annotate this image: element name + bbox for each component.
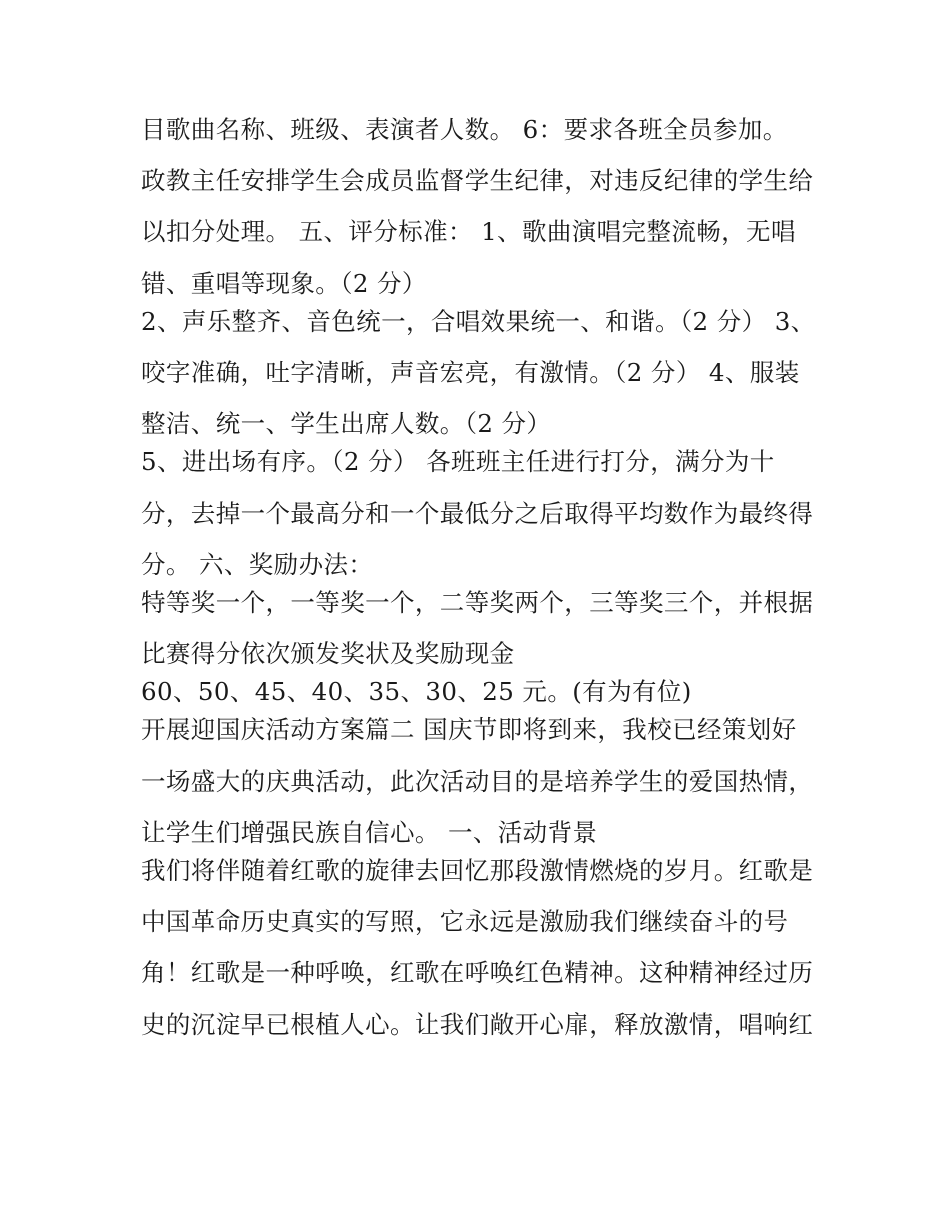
text-line: 2、声乐整齐、音色统一，合唱效果统一、和谐。（2 分） 3、 [141,306,816,336]
text-line: 整洁、统一、学生出席人数。（2 分） [141,409,552,439]
text-line: 开展迎国庆活动方案篇二 国庆节即将到来，我校已经策划好 [141,715,797,745]
text-line: 我们将伴随着红歌的旋律去回忆那段激情燃烧的岁月。红歌是 [141,856,814,885]
text-line: 分。 六、奖励办法： [141,549,374,579]
text-line: 咬字准确，吐字清晰，声音宏亮，有激情。（2 分） 4、服装 [141,357,800,387]
text-line: 史的沉淀早已根植人心。让我们敞开心扉，释放激情，唱响红 [141,1009,814,1039]
text-line: 以扣分处理。 五、评分标准： 1、歌曲演唱完整流畅，无唱 [141,217,796,247]
text-line: 60、50、45、40、35、30、25 元。(有为有位) [141,677,692,707]
text-line: 目歌曲名称、班级、表演者人数。 6：要求各班全员参加。 [141,115,788,144]
text-line: 一场盛大的庆典活动，此次活动目的是培养学生的爱国热情， [141,766,814,796]
document-body [141,108,831,1041]
text-line: 错、重唱等现象。（2 分） [141,268,427,298]
text-line: 分，去掉一个最高分和一个最低分之后取得平均数作为最终得 [141,498,814,528]
text-line: 让学生们增强民族自信心。 一、活动背景 [141,817,598,847]
text-line: 中国革命历史真实的写照，它永远是激励我们继续奋斗的号 [141,907,789,937]
text-line: 政教主任安排学生会成员监督学生纪律，对违反纪律的学生给 [141,166,814,196]
text-line: 比赛得分依次颁发奖状及奖励现金 [141,639,515,669]
text-line: 特等奖一个，一等奖一个，二等奖两个，三等奖三个，并根据 [141,587,814,617]
text-line: 5、进出场有序。（2 分） 各班班主任进行打分，满分为十 [141,447,775,477]
text-line: 角！红歌是一种呼唤，红歌在呼唤红色精神。这种精神经过历 [141,958,814,988]
